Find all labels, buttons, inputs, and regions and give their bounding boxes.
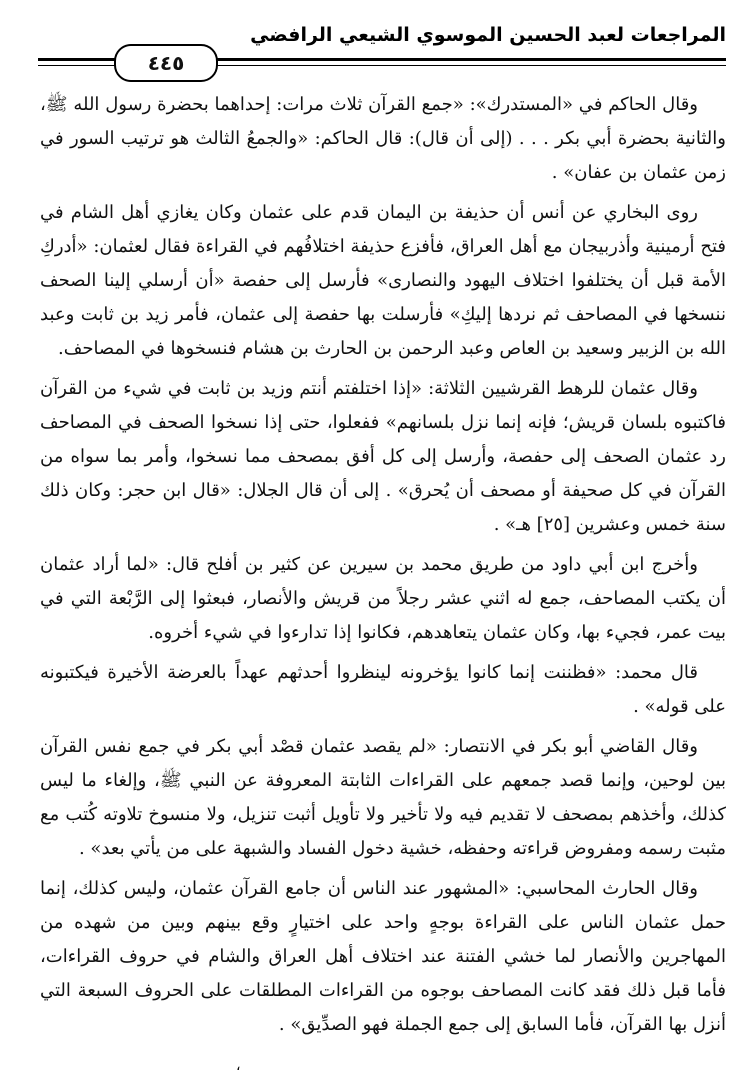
page-number: ٤٤٥ (114, 44, 218, 82)
paragraph-qadi-abu-bakr: وقال القاضي أبو بكر في الانتصار: «لم يقصد عثمان قصْد أبي بكر في جمع نفس القرآن بين لوحين، وإنما قصد جمعهم على القراءات الثابتة المعروفة عن النبي ﷺ، وإلغاء ما ليس كذلك، وأخذهم بمصحف لا تقديم فيه ولا تأخير ولا تأويل أثبت تنزيل، ولا منسوخ تلاوته كُتب مع مثبت رسمه ومفروض قراءته وحفظه، خشية دخول الفساد والشبهة على من يأتي بعد» . (40, 736, 726, 859)
paragraph-uthman-quraysh: وقال عثمان للرهط القرشيين الثلاثة: «إذا اختلفتم أنتم وزيد بن ثابت في شيء من القرآن فاكتبوه بلسان قريش؛ فإنه إنما نزل بلسانهم» ففعلوا، حتى إذا نسخوا الصحف في المصاحف رد عثمان الصحف إلى حفصة، وأرسل إلى كل أفق بمصحف مما نسخوا، وأمر بما سواه من القرآن في كل صحيفة أو مصحف أن يُحرق» . إلى أن قال الجلال: «قال ابن حجر: وكان ذلك سنة خمس وعشرين [٢٥] هـ» . (40, 378, 726, 535)
paragraph-ibn-abi-dawud: وأخرج ابن أبي داود من طريق محمد بن سيرين عن كثير بن أفلح قال: «لما أراد عثمان أن يكتب المصاحف، جمع له اثني عشر رجلاً من قريش والأنصار، فبعثوا إلى الرَّبْعة التي في بيت عمر، فجيء بها، وكان عثمان يتعاهدهم، فكانوا إذا تدارءوا في شيء أخروه. (40, 554, 726, 643)
paragraph-hakim: وقال الحاكم في «المستدرك»: «جمع القرآن ثلاث مرات: إحداهما بحضرة رسول الله ﷺ، والثانية بحضرة أبي بكر . . . (إلى أن قال): قال الحاكم: «والجمعُ الثالث هو ترتيب السور في زمن عثمان بن عفان» . (40, 94, 726, 183)
main-text (40, 88, 726, 1048)
running-title: المراجعات لعبد الحسين الموسوي الشيعي الرافضي (250, 24, 726, 46)
paragraph-bukhari: روى البخاري عن أنس أن حذيفة بن اليمان قدم على عثمان وكان يغازي أهل الشام في فتح أرمينية وأذربيجان مع أهل العراق، فأفزع حذيفة اختلافُهم في القراءة فقال لعثمان: «أدركِ الأمة قبل أن يختلفوا اختلاف اليهود والنصارى» فأرسل إلى حفصة «أن أرسلي إلينا الصحف ننسخها في المصاحف ثم نردها إليكِ» فأرسلت بها حفصة إلى عثمان، فأمر زيد بن ثابت وعبد الله بن الزبير وسعيد بن العاص وعبد الرحمن بن الحارث بن هشام فنسخوها في المصاحف. (40, 202, 726, 359)
page-header (38, 18, 726, 75)
footer-mark: ، (236, 1058, 241, 1074)
paragraph-muhasibi: وقال الحارث المحاسبي: «المشهور عند الناس أن جامع القرآن عثمان، وليس كذلك، إنما حمل عثمان الناس على القراءة بوجهٍ واحد على اختيارٍ وقع بينهم وبين من شهده من المهاجرين والأنصار لما خشي الفتنة عند اختلاف أهل العراق والشام في حروف القراءات، فأما قبل ذلك فقد كانت المصاحف بوجوه من القراءات المطلقات على الحروف السبعة التي أنزل بها القرآن، فأما السابق إلى جمع الجملة فهو الصدِّيق» . (40, 878, 726, 1035)
paragraph-muhammad: قال محمد: «فظننت إنما كانوا يؤخرونه لينظروا أحدثهم عهداً بالعرضة الأخيرة فيكتبونه على قوله» . (40, 662, 726, 717)
